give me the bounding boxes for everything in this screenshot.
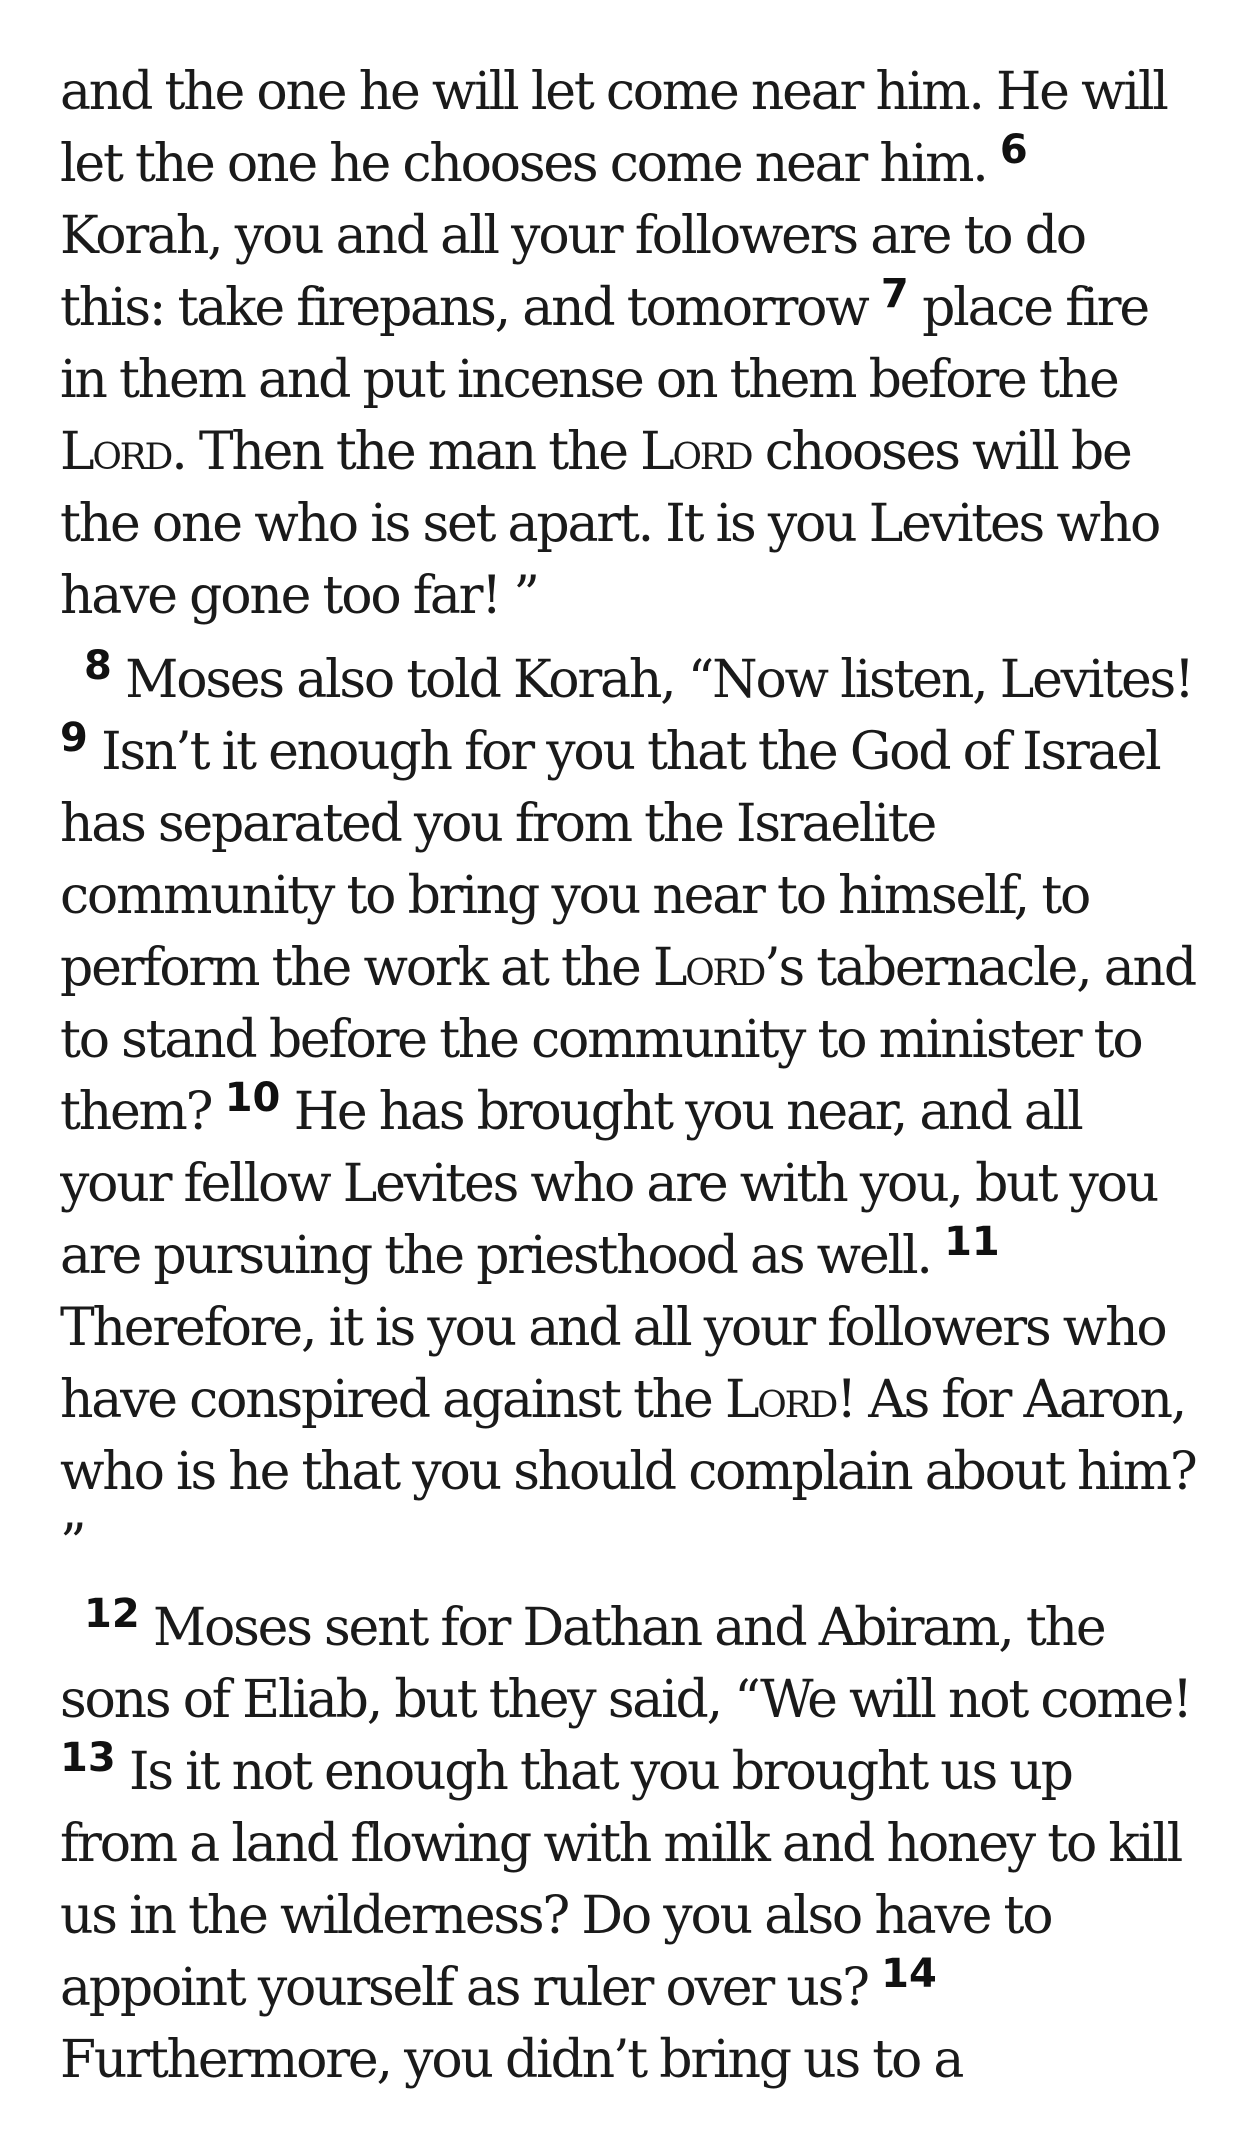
verse-number-7: 7 (880, 271, 909, 317)
passage-text: Furthermore, you didn’t bring us to a (60, 2030, 963, 2090)
paragraph-3 (60, 1592, 1200, 2096)
passage-text: Moses also told Korah, “Now listen, Levites! (111, 650, 1193, 710)
verse-number-12: 12 (84, 1591, 140, 1637)
divine-name: Lord (724, 1370, 837, 1430)
passage-text: . Then the man the (171, 422, 641, 482)
verse-number-9: 9 (60, 715, 88, 761)
verse-number-11: 11 (944, 1219, 1000, 1265)
paragraph-2 (60, 644, 1200, 1580)
passage-text: Isn’t it enough for you that the God of Israel has separated you from the Israelite community to bring you near to himself, to perform the work at the (60, 722, 1160, 998)
verse-number-6: 6 (999, 127, 1028, 173)
passage-text: ! As for Aaron, who is he that you should complain about him? ” (60, 1370, 1196, 1574)
passage-text: and the one he will let come near him. He will let the one he chooses come near him. (60, 62, 1167, 194)
passage-text: Therefore, it is you and all your followers who have conspired against the (60, 1298, 1166, 1430)
verse-number-13: 13 (60, 1735, 116, 1781)
passage-text: place fire in them and put incense on them before the (60, 278, 1148, 410)
passage-text: Moses sent for Dathan and Abiram, the sons of Eliab, but they said, “We will not come! (60, 1598, 1191, 1730)
passage-text: chooses will be the one who is set apart. It is you Levites who have gone too far! ” (60, 422, 1160, 626)
verse-number-8: 8 (84, 643, 112, 689)
passage-text: Is it not enough that you brought us up from a land flowing with milk and honey to kill us in the wilderness? Do you also have to appoint yourself as ruler over us? (60, 1742, 1182, 2018)
divine-name: Lord (60, 422, 172, 482)
divine-name: Lord (652, 938, 765, 998)
passage-text: Korah, you and all your followers are to do this: take firepans, and tomorrow (60, 206, 1085, 338)
reader-page (60, 56, 1200, 2144)
divine-name: Lord (640, 422, 752, 482)
passage-text: He has brought you near, and all your fellow Levites who are with you, but you are pursuing the priesthood as well. (60, 1082, 1158, 1286)
passage-text: ’s tabernacle, and to stand before the community to minister to them? (60, 938, 1195, 1142)
paragraph-1 (60, 56, 1200, 632)
verse-number-14: 14 (881, 1951, 937, 1997)
verse-number-10: 10 (224, 1075, 281, 1121)
